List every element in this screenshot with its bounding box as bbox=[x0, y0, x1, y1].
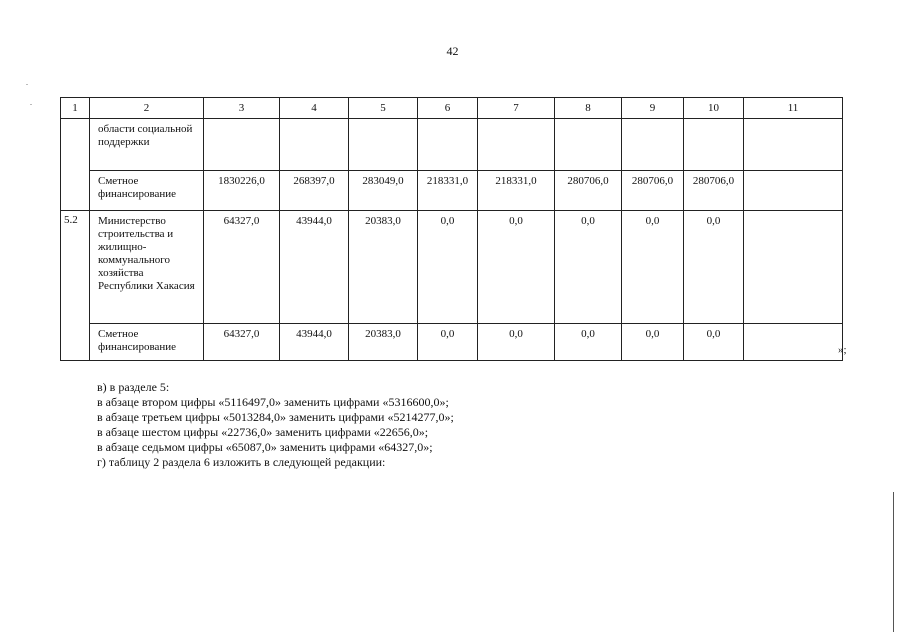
value-cell: 0,0 bbox=[684, 324, 744, 361]
row-name: Сметное финансирование bbox=[90, 171, 204, 211]
value-cell: 20383,0 bbox=[349, 324, 418, 361]
value-cell: 43944,0 bbox=[280, 211, 349, 324]
header-cell: 10 bbox=[684, 98, 744, 119]
header-cell: 11 bbox=[744, 98, 843, 119]
header-cell: 8 bbox=[555, 98, 622, 119]
value-cell: 280706,0 bbox=[555, 171, 622, 211]
value-cell bbox=[349, 119, 418, 171]
value-cell bbox=[280, 119, 349, 171]
value-cell: 0,0 bbox=[478, 211, 555, 324]
header-cell: 9 bbox=[622, 98, 684, 119]
row-index bbox=[61, 119, 90, 211]
amendment-line: в) в разделе 5: bbox=[97, 380, 170, 394]
table-row bbox=[61, 119, 843, 171]
table-header-row bbox=[61, 98, 843, 119]
value-cell bbox=[684, 119, 744, 171]
value-cell: 0,0 bbox=[684, 211, 744, 324]
value-cell: 280706,0 bbox=[622, 171, 684, 211]
value-cell: 218331,0 bbox=[478, 171, 555, 211]
value-cell: 268397,0 bbox=[280, 171, 349, 211]
value-cell: 64327,0 bbox=[204, 211, 280, 324]
value-cell bbox=[478, 119, 555, 171]
value-cell bbox=[204, 119, 280, 171]
scan-speck bbox=[26, 84, 28, 85]
value-cell bbox=[622, 119, 684, 171]
value-cell: 0,0 bbox=[478, 324, 555, 361]
value-cell: 20383,0 bbox=[349, 211, 418, 324]
header-cell: 5 bbox=[349, 98, 418, 119]
value-cell bbox=[555, 119, 622, 171]
row-name: Министерство строительства и жилищно-коммунального хозяйства Республики Хакасия bbox=[90, 211, 204, 324]
value-cell: 0,0 bbox=[622, 211, 684, 324]
scan-speck bbox=[30, 104, 32, 105]
header-cell: 2 bbox=[90, 98, 204, 119]
amendment-line: в абзаце втором цифры «5116497,0» заменить цифрами «5316600,0»; bbox=[97, 395, 449, 409]
amendments-text bbox=[97, 380, 454, 470]
table-row bbox=[61, 171, 843, 211]
value-cell: 0,0 bbox=[418, 211, 478, 324]
header-cell: 1 bbox=[61, 98, 90, 119]
row-name: Сметное финансирование bbox=[90, 324, 204, 361]
value-cell: 283049,0 bbox=[349, 171, 418, 211]
value-cell: 0,0 bbox=[555, 211, 622, 324]
value-cell: 64327,0 bbox=[204, 324, 280, 361]
note-cell bbox=[744, 324, 843, 361]
value-cell: 0,0 bbox=[418, 324, 478, 361]
row-index: 5.2 bbox=[61, 211, 90, 361]
scan-edge-line bbox=[893, 492, 894, 632]
note-cell bbox=[744, 171, 843, 211]
note-cell bbox=[744, 119, 843, 171]
header-cell: 3 bbox=[204, 98, 280, 119]
value-cell bbox=[418, 119, 478, 171]
page-number: 42 bbox=[446, 44, 459, 58]
header-cell: 7 bbox=[478, 98, 555, 119]
value-cell: 0,0 bbox=[622, 324, 684, 361]
amendment-line: в абзаце третьем цифры «5013284,0» заменить цифрами «5214277,0»; bbox=[97, 410, 454, 424]
value-cell: 43944,0 bbox=[280, 324, 349, 361]
amendment-line: в абзаце шестом цифры «22736,0» заменить цифрами «22656,0»; bbox=[97, 425, 429, 439]
amendment-line: г) таблицу 2 раздела 6 изложить в следующей редакции: bbox=[97, 455, 386, 469]
value-cell: 0,0 bbox=[555, 324, 622, 361]
value-cell: 218331,0 bbox=[418, 171, 478, 211]
header-cell: 6 bbox=[418, 98, 478, 119]
value-cell: 280706,0 bbox=[684, 171, 744, 211]
note-cell bbox=[744, 211, 843, 324]
header-cell: 4 bbox=[280, 98, 349, 119]
table-row bbox=[61, 324, 843, 361]
amendment-line: в абзаце седьмом цифры «65087,0» заменить цифрами «64327,0»; bbox=[97, 440, 433, 454]
financing-table bbox=[60, 97, 843, 361]
row-name: области социальной поддержки bbox=[90, 119, 204, 171]
table-closing-mark: »; bbox=[838, 344, 847, 356]
table-row bbox=[61, 211, 843, 324]
value-cell: 1830226,0 bbox=[204, 171, 280, 211]
